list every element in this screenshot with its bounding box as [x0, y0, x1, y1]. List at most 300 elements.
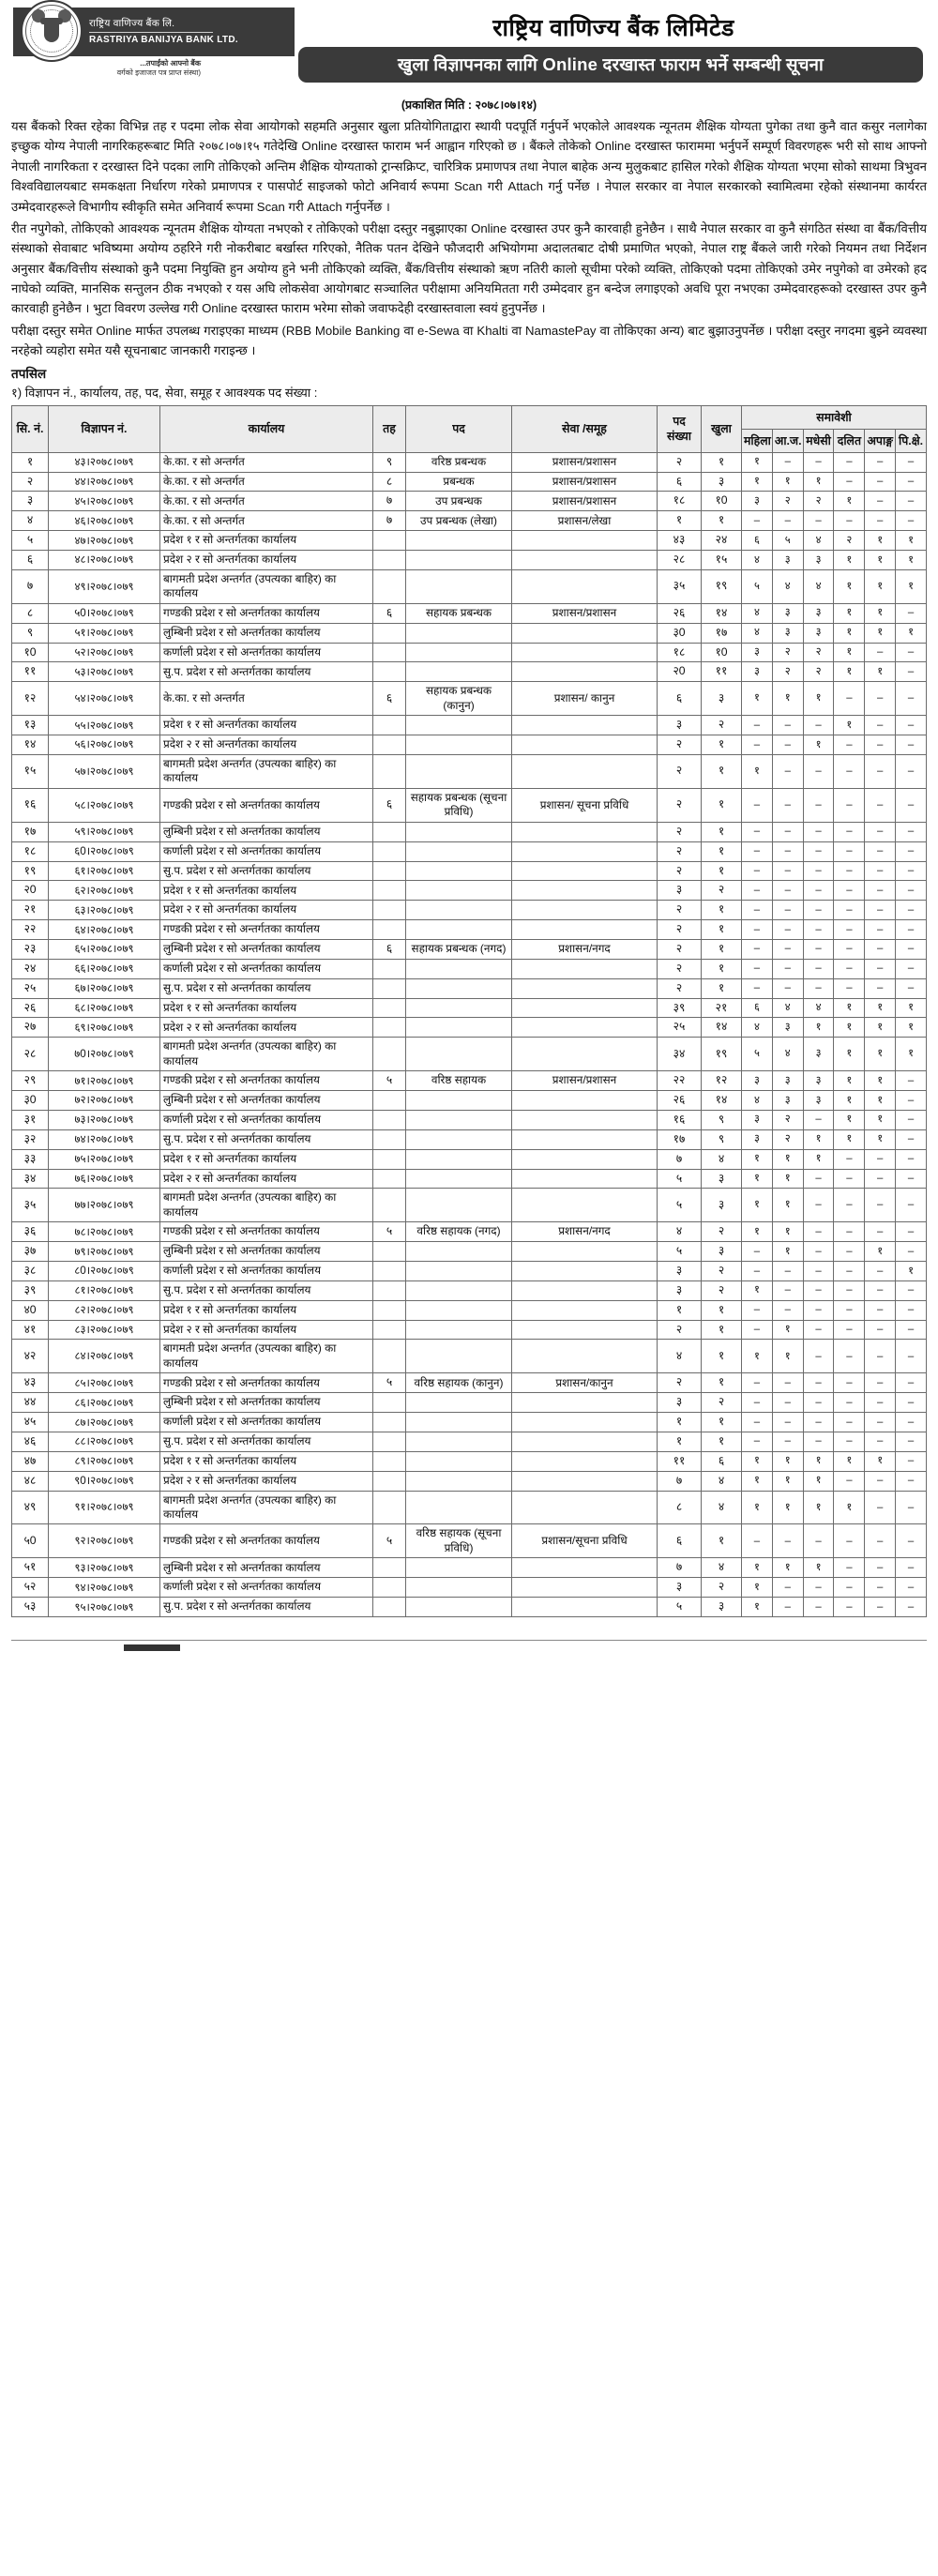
table-row — [12, 1242, 927, 1262]
row-pichhe: – — [896, 682, 927, 716]
row-open: १ — [702, 735, 742, 755]
row-madhesi: – — [803, 1373, 834, 1393]
row-pichhe: – — [896, 788, 927, 822]
row-post — [406, 754, 512, 788]
table-row — [12, 881, 927, 901]
row-aaja: ३ — [772, 1018, 803, 1038]
row-apanga: १ — [865, 1018, 896, 1038]
table-row — [12, 1280, 927, 1300]
row-female: ३ — [742, 1110, 773, 1129]
row-madhesi: – — [803, 1413, 834, 1432]
row-pichhe: – — [896, 1300, 927, 1320]
row-sn: ४८ — [12, 1471, 49, 1491]
footer-mark — [124, 1644, 180, 1651]
row-office: सु.प. प्रदेश र सो अन्तर्गतका कार्यालय — [160, 1432, 373, 1451]
row-female: – — [742, 978, 773, 998]
row-ad-no: ६२।२०७८।०७९ — [49, 881, 160, 901]
row-post-count: ४ — [658, 1340, 702, 1373]
row-apanga: – — [865, 901, 896, 920]
row-level: ७ — [373, 511, 406, 531]
row-post-count: ३0 — [658, 623, 702, 643]
row-aaja: १ — [772, 1222, 803, 1242]
title-block — [295, 8, 929, 83]
row-sn: १७ — [12, 822, 49, 841]
row-pichhe: – — [896, 1432, 927, 1451]
row-dalit: – — [834, 682, 865, 716]
row-office: कर्णाली प्रदेश र सो अन्तर्गतका कार्यालय — [160, 1413, 373, 1432]
row-aaja: ४ — [772, 1038, 803, 1071]
row-post — [406, 1242, 512, 1262]
row-apanga: – — [865, 822, 896, 841]
row-apanga: – — [865, 1598, 896, 1617]
row-female: ४ — [742, 1018, 773, 1038]
table-caption: १) विज्ञापन नं., कार्यालय, तह, पद, सेवा, समूह र आवश्यक पद संख्या : — [11, 385, 318, 400]
row-open: १ — [702, 511, 742, 531]
row-apanga: – — [865, 1340, 896, 1373]
row-aaja: – — [772, 1393, 803, 1413]
row-madhesi: १ — [803, 1491, 834, 1524]
row-sn: १0 — [12, 643, 49, 662]
row-aaja: २ — [772, 492, 803, 511]
table-row — [12, 1262, 927, 1281]
table-row — [12, 978, 927, 998]
page-footer-strip — [11, 1640, 927, 1656]
row-dalit: १ — [834, 662, 865, 682]
row-female: – — [742, 881, 773, 901]
row-female: – — [742, 861, 773, 881]
row-post: सहायक प्रबन्धक (कानुन) — [406, 682, 512, 716]
row-level — [373, 1558, 406, 1578]
row-female: ६ — [742, 998, 773, 1018]
row-service — [512, 998, 658, 1018]
row-post: सहायक प्रबन्धक (सूचना प्रविधि) — [406, 788, 512, 822]
row-service: प्रशासन/नगद — [512, 939, 658, 959]
table-row — [12, 1340, 927, 1373]
row-dalit: – — [834, 1320, 865, 1340]
page-title: राष्ट्रिय वाणिज्य बैंक लिमिटेड — [492, 15, 734, 41]
row-aaja: – — [772, 716, 803, 735]
row-aaja: १ — [772, 1242, 803, 1262]
row-post: वरिष्ठ प्रबन्धक — [406, 452, 512, 472]
row-dalit: – — [834, 1578, 865, 1598]
row-pichhe: – — [896, 472, 927, 492]
table-row — [12, 1558, 927, 1578]
row-service — [512, 1491, 658, 1524]
row-aaja: – — [772, 1413, 803, 1432]
row-office: सु.प. प्रदेश र सो अन्तर्गतका कार्यालय — [160, 978, 373, 998]
bank-seal-icon — [21, 0, 83, 62]
row-female: – — [742, 1262, 773, 1281]
row-post-count: ३५ — [658, 569, 702, 603]
row-ad-no: ५३।२०७८।०७९ — [49, 662, 160, 682]
row-office: प्रदेश २ र सो अन्तर्गतका कार्यालय — [160, 1320, 373, 1340]
row-sn: ३२ — [12, 1129, 49, 1149]
row-dalit: – — [834, 1471, 865, 1491]
row-open: १ — [702, 452, 742, 472]
row-sn: ४७ — [12, 1451, 49, 1471]
row-sn: ३३ — [12, 1149, 49, 1169]
row-level — [373, 551, 406, 570]
row-post — [406, 1300, 512, 1320]
row-post-count: २ — [658, 1373, 702, 1393]
row-female: १ — [742, 754, 773, 788]
row-level — [373, 1038, 406, 1071]
table-row — [12, 623, 927, 643]
row-pichhe: १ — [896, 1018, 927, 1038]
row-ad-no: ९३।२०७८।०७९ — [49, 1558, 160, 1578]
row-sn: ४५ — [12, 1413, 49, 1432]
row-post — [406, 1558, 512, 1578]
row-open: ३ — [702, 682, 742, 716]
row-post-count: ४ — [658, 1222, 702, 1242]
table-row — [12, 735, 927, 755]
row-sn: २१ — [12, 901, 49, 920]
row-aaja: – — [772, 1262, 803, 1281]
row-dalit: १ — [834, 643, 865, 662]
row-aaja: – — [772, 735, 803, 755]
row-apanga: – — [865, 1262, 896, 1281]
row-dalit: १ — [834, 1110, 865, 1129]
table-row — [12, 531, 927, 551]
row-ad-no: ७७।२०७८।०७९ — [49, 1189, 160, 1222]
row-post — [406, 822, 512, 841]
row-post — [406, 1598, 512, 1617]
row-post-count: २ — [658, 822, 702, 841]
row-madhesi: ३ — [803, 1038, 834, 1071]
row-female: १ — [742, 1169, 773, 1189]
row-madhesi: – — [803, 1524, 834, 1558]
row-office: कर्णाली प्रदेश र सो अन्तर्गतका कार्यालय — [160, 1578, 373, 1598]
table-row — [12, 1129, 927, 1149]
row-aaja: – — [772, 822, 803, 841]
th-sn: सि. नं. — [12, 405, 49, 452]
row-post — [406, 643, 512, 662]
row-service — [512, 1169, 658, 1189]
logo-name-nepali: राष्ट्रिय वाणिज्य बैंक लि. — [89, 18, 175, 30]
vacancy-table — [11, 405, 927, 1618]
row-post-count: २५ — [658, 1018, 702, 1038]
row-post: वरिष्ठ सहायक (सूचना प्रविधि) — [406, 1524, 512, 1558]
row-sn: २९ — [12, 1071, 49, 1091]
row-pichhe: – — [896, 1222, 927, 1242]
row-pichhe: – — [896, 603, 927, 623]
row-post-count: ७ — [658, 1558, 702, 1578]
row-post — [406, 1169, 512, 1189]
table-row — [12, 754, 927, 788]
row-post-count: १७ — [658, 1129, 702, 1149]
row-sn: ३0 — [12, 1091, 49, 1111]
table-row — [12, 1300, 927, 1320]
table-row — [12, 1110, 927, 1129]
row-level: ५ — [373, 1373, 406, 1393]
table-row — [12, 1491, 927, 1524]
row-service — [512, 978, 658, 998]
row-female: १ — [742, 1598, 773, 1617]
table-row — [12, 1413, 927, 1432]
row-madhesi: – — [803, 1598, 834, 1617]
row-open: १४ — [702, 603, 742, 623]
row-post-count: ४३ — [658, 531, 702, 551]
logo-bar — [13, 8, 295, 56]
table-row — [12, 1598, 927, 1617]
row-ad-no: ४६।२०७८।०७९ — [49, 511, 160, 531]
row-post-count: ७ — [658, 1471, 702, 1491]
row-madhesi: – — [803, 1169, 834, 1189]
row-dalit: – — [834, 511, 865, 531]
row-madhesi: १ — [803, 1018, 834, 1038]
row-madhesi: ४ — [803, 531, 834, 551]
row-pichhe: – — [896, 978, 927, 998]
row-post — [406, 735, 512, 755]
row-pichhe: – — [896, 959, 927, 978]
row-post — [406, 998, 512, 1018]
logo-divider — [89, 32, 213, 33]
row-dalit: – — [834, 1413, 865, 1432]
row-aaja: १ — [772, 1189, 803, 1222]
row-office: प्रदेश २ र सो अन्तर्गतका कार्यालय — [160, 551, 373, 570]
row-ad-no: ९२।२०७८।०७९ — [49, 1524, 160, 1558]
row-level: ५ — [373, 1222, 406, 1242]
row-service: प्रशासन/नगद — [512, 1222, 658, 1242]
row-sn: १९ — [12, 861, 49, 881]
row-apanga: – — [865, 920, 896, 940]
row-pichhe: १ — [896, 569, 927, 603]
row-dalit: – — [834, 1222, 865, 1242]
row-office: बागमती प्रदेश अन्तर्गत (उपत्यका बाहिर) का कार्यालय — [160, 1340, 373, 1373]
table-head — [12, 405, 927, 452]
row-office: के.का. र सो अन्तर्गत — [160, 472, 373, 492]
row-female: – — [742, 1300, 773, 1320]
row-post-count: १ — [658, 1413, 702, 1432]
table-row — [12, 1091, 927, 1111]
row-service — [512, 1110, 658, 1129]
row-level — [373, 1110, 406, 1129]
row-dalit: – — [834, 1393, 865, 1413]
row-office: प्रदेश २ र सो अन्तर्गतका कार्यालय — [160, 1169, 373, 1189]
row-female: ६ — [742, 531, 773, 551]
row-office: कर्णाली प्रदेश र सो अन्तर्गतका कार्यालय — [160, 841, 373, 861]
table-row — [12, 1471, 927, 1491]
row-open: १0 — [702, 643, 742, 662]
row-service — [512, 735, 658, 755]
row-level: ९ — [373, 452, 406, 472]
row-ad-no: ५७।२०७८।०७९ — [49, 754, 160, 788]
row-aaja: १ — [772, 1491, 803, 1524]
row-service: प्रशासन/प्रशासन — [512, 472, 658, 492]
row-office: प्रदेश २ र सो अन्तर्गतका कार्यालय — [160, 1018, 373, 1038]
row-madhesi: २ — [803, 662, 834, 682]
row-ad-no: ७९।२०७८।०७९ — [49, 1242, 160, 1262]
row-level — [373, 1432, 406, 1451]
row-office: सु.प. प्रदेश र सो अन्तर्गतका कार्यालय — [160, 1129, 373, 1149]
row-female: – — [742, 1524, 773, 1558]
row-open: २४ — [702, 531, 742, 551]
row-post — [406, 1280, 512, 1300]
row-level — [373, 1413, 406, 1432]
row-post — [406, 1432, 512, 1451]
row-dalit: १ — [834, 1451, 865, 1471]
row-post-count: २ — [658, 959, 702, 978]
row-pichhe: – — [896, 1071, 927, 1091]
row-madhesi: १ — [803, 1149, 834, 1169]
row-open: १ — [702, 1524, 742, 1558]
row-apanga: १ — [865, 551, 896, 570]
row-service — [512, 1280, 658, 1300]
row-office: प्रदेश १ र सो अन्तर्गतका कार्यालय — [160, 1149, 373, 1169]
row-dalit: – — [834, 1189, 865, 1222]
row-ad-no: ८१।२०७८।०७९ — [49, 1280, 160, 1300]
row-level — [373, 569, 406, 603]
row-post-count: २ — [658, 452, 702, 472]
row-open: १ — [702, 959, 742, 978]
row-post — [406, 1578, 512, 1598]
table-row — [12, 1018, 927, 1038]
row-service — [512, 1598, 658, 1617]
row-office: लुम्बिनी प्रदेश र सो अन्तर्गतका कार्यालय — [160, 1393, 373, 1413]
row-sn: ५३ — [12, 1598, 49, 1617]
row-level — [373, 1471, 406, 1491]
row-service: प्रशासन/सूचना प्रविधि — [512, 1524, 658, 1558]
row-service: प्रशासन/प्रशासन — [512, 1071, 658, 1091]
row-ad-no: ८२।२०७८।०७९ — [49, 1300, 160, 1320]
row-madhesi: – — [803, 1189, 834, 1222]
row-ad-no: ७४।२०७८।०७९ — [49, 1129, 160, 1149]
row-post-count: १६ — [658, 1110, 702, 1129]
row-post — [406, 920, 512, 940]
row-post — [406, 1340, 512, 1373]
row-post-count: २ — [658, 978, 702, 998]
row-office: लुम्बिनी प्रदेश र सो अन्तर्गतका कार्यालय — [160, 1558, 373, 1578]
row-office: गण्डकी प्रदेश र सो अन्तर्गतका कार्यालय — [160, 788, 373, 822]
row-service: प्रशासन/प्रशासन — [512, 452, 658, 472]
th-ad-no: विज्ञापन नं. — [49, 405, 160, 452]
row-service — [512, 1149, 658, 1169]
row-post: प्रबन्धक — [406, 472, 512, 492]
row-dalit: – — [834, 472, 865, 492]
notice-body — [0, 116, 938, 401]
row-apanga: – — [865, 1413, 896, 1432]
row-pichhe: १ — [896, 1262, 927, 1281]
row-sn: २२ — [12, 920, 49, 940]
row-post — [406, 861, 512, 881]
row-female: ३ — [742, 643, 773, 662]
row-service — [512, 716, 658, 735]
row-post-count: ३ — [658, 881, 702, 901]
table-row — [12, 1038, 927, 1071]
row-ad-no: ५९।२०७८।०७९ — [49, 822, 160, 841]
table-row — [12, 1578, 927, 1598]
row-office: बागमती प्रदेश अन्तर्गत (उपत्यका बाहिर) का कार्यालय — [160, 1038, 373, 1071]
row-level — [373, 1262, 406, 1281]
row-post-count: २ — [658, 861, 702, 881]
row-aaja: २ — [772, 1110, 803, 1129]
row-open: ३ — [702, 1598, 742, 1617]
row-post-count: २८ — [658, 551, 702, 570]
row-apanga: १ — [865, 623, 896, 643]
row-aaja: ३ — [772, 623, 803, 643]
row-ad-no: ६६।२०७८।०७९ — [49, 959, 160, 978]
row-apanga: – — [865, 1373, 896, 1393]
row-dalit: – — [834, 1280, 865, 1300]
row-sn: ४६ — [12, 1432, 49, 1451]
row-open: १ — [702, 822, 742, 841]
row-female: – — [742, 841, 773, 861]
logo-name-english: RASTRIYA BANIJYA BANK LTD. — [89, 34, 238, 45]
table-row — [12, 1524, 927, 1558]
row-level — [373, 1393, 406, 1413]
row-female: – — [742, 959, 773, 978]
row-sn: २८ — [12, 1038, 49, 1071]
row-aaja: १ — [772, 1169, 803, 1189]
tapasil-heading: तपसिल — [11, 366, 47, 381]
row-office: लुम्बिनी प्रदेश र सो अन्तर्गतका कार्यालय — [160, 1242, 373, 1262]
row-madhesi: – — [803, 1110, 834, 1129]
table-row — [12, 1149, 927, 1169]
row-office: के.का. र सो अन्तर्गत — [160, 511, 373, 531]
row-ad-no: ८७।२०७८।०७९ — [49, 1413, 160, 1432]
row-female: ५ — [742, 1038, 773, 1071]
row-service — [512, 623, 658, 643]
row-madhesi: ३ — [803, 1071, 834, 1091]
row-post — [406, 531, 512, 551]
row-post-count: २ — [658, 901, 702, 920]
row-level — [373, 1451, 406, 1471]
row-service — [512, 1340, 658, 1373]
row-apanga: – — [865, 452, 896, 472]
row-ad-no: ५५।२०७८।०७९ — [49, 716, 160, 735]
th-inclusive: समावेशी — [742, 405, 927, 429]
row-sn: ५ — [12, 531, 49, 551]
row-apanga: – — [865, 1189, 896, 1222]
row-office: लुम्बिनी प्रदेश र सो अन्तर्गतका कार्यालय — [160, 822, 373, 841]
row-dalit: २ — [834, 531, 865, 551]
row-dalit: १ — [834, 492, 865, 511]
row-apanga: – — [865, 1280, 896, 1300]
row-ad-no: ६७।२०७८।०७९ — [49, 978, 160, 998]
row-ad-no: ५८।२०७८।०७९ — [49, 788, 160, 822]
row-pichhe: – — [896, 716, 927, 735]
row-sn: ३५ — [12, 1189, 49, 1222]
row-aaja: २ — [772, 662, 803, 682]
row-post-count: ३ — [658, 716, 702, 735]
row-apanga: – — [865, 643, 896, 662]
row-office: के.का. र सो अन्तर्गत — [160, 682, 373, 716]
row-post: वरिष्ठ सहायक (नगद) — [406, 1222, 512, 1242]
row-open: २ — [702, 1222, 742, 1242]
row-apanga: १ — [865, 1071, 896, 1091]
row-sn: १३ — [12, 716, 49, 735]
row-post: उप प्रबन्धक — [406, 492, 512, 511]
row-apanga: १ — [865, 1110, 896, 1129]
row-service — [512, 1018, 658, 1038]
table-row — [12, 452, 927, 472]
row-pichhe: – — [896, 1598, 927, 1617]
row-sn: ३८ — [12, 1262, 49, 1281]
row-sn: ४२ — [12, 1340, 49, 1373]
row-office: प्रदेश १ र सो अन्तर्गतका कार्यालय — [160, 716, 373, 735]
row-service — [512, 822, 658, 841]
row-madhesi: १ — [803, 735, 834, 755]
published-date: (प्रकाशित मिति : २०७८।०७।१४) — [401, 98, 537, 112]
row-open: १९ — [702, 1038, 742, 1071]
row-pichhe: – — [896, 1149, 927, 1169]
row-sn: ३४ — [12, 1169, 49, 1189]
row-apanga: – — [865, 1320, 896, 1340]
row-service — [512, 1451, 658, 1471]
row-level — [373, 1491, 406, 1524]
row-dalit: – — [834, 1300, 865, 1320]
row-aaja: ३ — [772, 1071, 803, 1091]
